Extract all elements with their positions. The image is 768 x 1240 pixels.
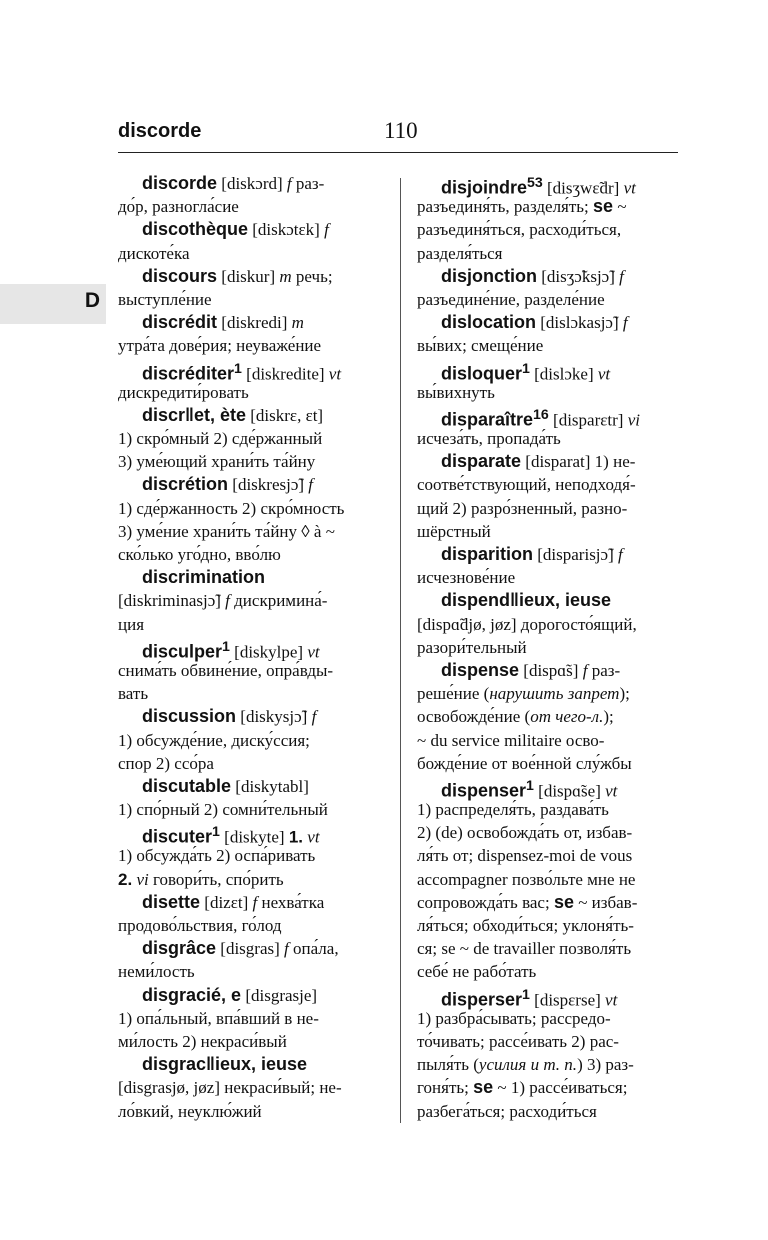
headword: dispenser [441, 780, 527, 801]
grammar-label: от чего-л. [530, 707, 604, 727]
entry-line [417, 1030, 675, 1053]
grammar-label: vt [623, 178, 636, 198]
headword: dispend‖ieux, ieuse [441, 590, 612, 611]
entry-text: спор 2) ссо́ра [118, 753, 214, 773]
entry-line [118, 844, 386, 867]
grammar-label: f [308, 475, 314, 495]
edge-tab-letter: D [84, 289, 100, 312]
entry-line [118, 334, 386, 357]
entry-line-headword [118, 1053, 386, 1076]
grammar-label: m [291, 313, 304, 333]
grammar-label: f [324, 220, 329, 240]
entry-line [417, 1100, 675, 1123]
entry-line [118, 589, 386, 612]
entry-line-headword [417, 172, 675, 198]
grammar-label: f [252, 892, 258, 912]
entry-line [417, 798, 675, 821]
entry-line [118, 613, 386, 636]
entry-line-headword [417, 450, 675, 473]
entry-text: [disgrasjø, jøz] некраси́вый; не- [118, 1078, 342, 1098]
headword: discr‖et, ète [142, 404, 247, 425]
grammar-label: f [286, 174, 292, 193]
entry-text: ля́ться; обходи́ться; уклоня́ть- [417, 916, 634, 935]
entry-line-headword [118, 218, 386, 241]
entry-text: ~ 1) рассе́иваться; [493, 1078, 628, 1098]
grammar-label: vt [307, 827, 320, 847]
entry-text: [diskylpe] [229, 642, 308, 662]
entry-text: [diskriminasjɔ̃] [118, 591, 226, 611]
entry-text: неми́лость [118, 962, 195, 982]
entry-line [417, 520, 675, 543]
headword: disparate [441, 451, 522, 472]
entry-line [118, 242, 386, 265]
entry-line [118, 497, 386, 520]
entry-text: 2) (de) освобожда́ть от, избав- [417, 823, 633, 843]
entry-line [417, 1007, 675, 1030]
entry-text: [disgras] [216, 939, 285, 959]
entry-text: 1) распределя́ть, раздава́ть [417, 800, 609, 820]
entry-line-headword [118, 937, 386, 960]
headword: discothèque [142, 219, 249, 240]
entry-line [118, 520, 386, 543]
left-column [118, 172, 386, 1123]
column-divider [400, 178, 401, 1123]
entry-line [417, 682, 675, 705]
entry-line-headword [417, 404, 675, 430]
entry-line-headword [417, 775, 675, 801]
entry-text: accompagner позво́льте мне не [417, 869, 636, 889]
entry-text: [diskredite] [241, 364, 329, 384]
entry-line [118, 960, 386, 983]
entry-text: исчезнове́ние [417, 568, 516, 588]
entry-text: пыля́ть ( [417, 1055, 479, 1075]
entry-text: ло́вкий, неуклю́жий [118, 1101, 262, 1121]
headword: dispense [441, 659, 520, 680]
entry-text: [diskytabl] [231, 776, 309, 796]
entry-line [118, 729, 386, 752]
entry-line [118, 543, 386, 566]
entry-text: дискредити́ровать [118, 382, 249, 402]
headword: disloquer [441, 363, 523, 384]
entry-text: шёрстный [417, 521, 491, 541]
entry-text: [disʒwɛ̃dr] [542, 178, 624, 198]
entry-text: себе́ не рабо́тать [417, 962, 537, 982]
entry-text: 1) обсужде́ние, диску́ссия; [118, 730, 310, 750]
entry-line [417, 752, 675, 775]
alphabet-edge-tab [0, 284, 106, 324]
headword: disparition [441, 544, 534, 564]
headword: discrédit [142, 312, 218, 333]
headword: disjonction [441, 265, 537, 286]
entry-text: [dispɛrse] [529, 990, 606, 1010]
entry-text: сопровожда́ть вас; [417, 892, 554, 912]
entry-text: то́чивать; рассе́ивать 2) рас- [417, 1031, 619, 1051]
headword: discuter [142, 826, 213, 847]
grammar-label: vt [605, 781, 618, 801]
entry-text: [disparat] 1) не- [521, 452, 636, 472]
entry-line-headword [417, 659, 675, 682]
entry-line [417, 729, 675, 752]
entry-line [118, 798, 386, 821]
entry-text: [diskredi] [217, 313, 292, 333]
headword: discréditer [142, 363, 235, 384]
grammar-label: f [619, 266, 624, 286]
entry-line-headword [118, 473, 386, 496]
entry-text: 1) разбра́сывать; рассредо- [417, 1008, 611, 1028]
headword: disjoindre [441, 177, 528, 198]
entry-line [417, 427, 675, 450]
entry-line [417, 613, 675, 636]
entry-text: дискримина́- [229, 591, 328, 611]
entry-line-headword [118, 404, 386, 427]
entry-text: реше́ние ( [417, 684, 490, 704]
entry-line-headword [417, 984, 675, 1010]
entry-text: разъединя́ть, разделя́ть; [417, 197, 594, 217]
entry-text: [dispɑ̃s] [519, 660, 583, 680]
entry-text: [diskɔrd] [217, 174, 287, 193]
entry-text: [diskyte] [219, 827, 289, 847]
entry-text: ~ избав- [573, 892, 638, 912]
headword: discutable [142, 775, 232, 796]
headword: disette [142, 891, 201, 912]
entry-line-headword [118, 705, 386, 728]
entry-text: [disʒɔ̃ksjɔ̃] [537, 266, 620, 286]
grammar-label: f [311, 707, 317, 727]
grammar-label: f [225, 591, 230, 611]
entry-line [417, 937, 675, 960]
grammar-label: f [618, 545, 623, 564]
entry-line [118, 868, 386, 891]
entry-line-headword [118, 821, 386, 847]
entry-text: разделя́ться [417, 243, 503, 263]
headword: discrétion [142, 474, 229, 495]
entry-line-headword [118, 265, 386, 288]
grammar-label: f [582, 660, 588, 680]
grammar-label: усилия и т. п. [478, 1055, 578, 1075]
entry-text: [diskɔtɛk] [248, 220, 325, 240]
reflexive-marker: se [593, 196, 614, 217]
entry-line [417, 821, 675, 844]
entry-text: гоня́ть; [417, 1078, 474, 1098]
entry-line [417, 473, 675, 496]
grammar-label: нарушить запрет [489, 684, 620, 704]
entry-text: вы́вихнуть [417, 382, 495, 402]
entry-line [417, 891, 675, 914]
entry-text: выступле́ние [118, 289, 212, 309]
headword: disgrac‖ieux, ieuse [142, 1054, 308, 1075]
entry-text: продово́льствия, го́лод [118, 916, 282, 935]
headword: discorde [142, 173, 218, 193]
entry-line-headword [118, 311, 386, 334]
conjugation-superscript: 53 [527, 175, 543, 191]
entry-text: божде́ние от вое́нной слу́жбы [417, 753, 632, 773]
entry-line [118, 1030, 386, 1053]
entry-text: исчеза́ть, пропада́ть [417, 429, 561, 449]
entry-text: [dislɔkasjɔ̃] [536, 313, 623, 333]
entry-line [118, 682, 386, 705]
entry-line [118, 659, 386, 682]
entry-line [417, 195, 675, 218]
entry-text: ля́ть от; dispensez-moi de vous [417, 846, 633, 866]
entry-text: [diskrɛ, ɛt] [246, 405, 324, 425]
entry-text: ско́лько уго́дно, вво́лю [118, 545, 281, 564]
entry-line [417, 497, 675, 520]
entry-line [417, 844, 675, 867]
grammar-label: vt [307, 642, 320, 662]
entry-line-headword [417, 543, 675, 566]
entry-line [417, 705, 675, 728]
headword: dislocation [441, 312, 537, 333]
entry-line [118, 381, 386, 404]
entry-line [118, 1100, 386, 1123]
entry-line [417, 1053, 675, 1076]
entry-line [118, 1076, 386, 1099]
entry-line [417, 242, 675, 265]
entry-line [118, 288, 386, 311]
entry-text: вать [118, 684, 149, 704]
entry-text: ция [118, 614, 145, 634]
entry-text: 1) опа́льный, впа́вший в не- [118, 1008, 319, 1028]
headword: discrimination [142, 567, 266, 588]
entry-text: утра́та дове́рия; неуваже́ние [118, 336, 322, 356]
entry-line-headword [417, 311, 675, 334]
headword: disparaître [441, 409, 534, 430]
entry-line [417, 566, 675, 589]
entry-line [118, 427, 386, 450]
conjugation-superscript: 1 [222, 638, 230, 655]
entry-text: соотве́тствующий, неподходя́- [417, 475, 636, 495]
entry-text: вы́вих; смеще́ние [417, 336, 544, 356]
grammar-label: m [279, 266, 292, 286]
entry-line [417, 914, 675, 937]
sense-number: 2. [118, 869, 133, 889]
headword: disperser [441, 989, 523, 1010]
entry-text: 1) сде́ржанность 2) скро́мность [118, 498, 345, 518]
conjugation-superscript: 1 [526, 777, 534, 794]
entry-line [417, 1076, 675, 1099]
entry-line [118, 1007, 386, 1030]
running-header [118, 118, 678, 153]
entry-text: до́р, разногла́сие [118, 197, 239, 217]
entry-text: ми́лость 2) некраси́вый [118, 1031, 287, 1051]
conjugation-superscript: 16 [533, 406, 549, 423]
entry-line-headword [118, 984, 386, 1007]
grammar-label: vt [605, 990, 618, 1010]
entry-line-headword [118, 358, 386, 384]
grammar-label: vi [627, 410, 640, 430]
entry-line [118, 450, 386, 473]
entry-text: дискоте́ка [118, 243, 190, 263]
entry-line-headword [118, 636, 386, 662]
headword: disgrâce [142, 938, 217, 959]
entry-text: [disgrasje] [241, 985, 318, 1005]
entry-text: [dislɔke] [529, 364, 598, 384]
entry-text: 3) уме́ющий храни́ть та́йну [118, 452, 316, 472]
entry-text: снима́ть обвине́ние, опра́вды- [118, 660, 334, 680]
entry-line [417, 381, 675, 404]
right-column [417, 172, 675, 1123]
entry-line [417, 288, 675, 311]
grammar-label: f [284, 939, 289, 959]
headword: discours [142, 265, 218, 286]
entry-text: [diskresjɔ̃] [228, 475, 309, 495]
entry-text: 1) спо́рный 2) сомни́тельный [118, 800, 328, 820]
grammar-label: vt [328, 364, 342, 384]
entry-text: ); [603, 707, 614, 727]
grammar-label: vi [136, 869, 149, 889]
reflexive-marker: se [553, 891, 574, 912]
sense-number: 1. [288, 827, 304, 847]
entry-text: разбега́ться; расходи́ться [417, 1101, 597, 1121]
entry-line-headword [417, 589, 675, 612]
headword: discussion [142, 706, 237, 727]
entry-text: речь; [291, 266, 333, 286]
headword: disgracié, e [142, 984, 242, 1005]
page-number: 110 [384, 118, 418, 143]
entry-line [118, 752, 386, 775]
conjugation-superscript: 1 [212, 824, 220, 841]
entry-text: нехва́тка [257, 892, 325, 912]
entry-text: раз- [291, 174, 325, 193]
reflexive-marker: se [473, 1077, 494, 1098]
entry-text: [diskysjɔ̃] [236, 707, 312, 727]
entry-text: щий 2) разро́зненный, разно- [417, 498, 628, 518]
entry-line [417, 960, 675, 983]
grammar-label: vt [597, 364, 611, 384]
headword: disculper [142, 641, 223, 662]
entry-text: [disparisjɔ̃] [533, 545, 618, 564]
entry-text: опа́ла, [288, 939, 339, 959]
conjugation-superscript: 1 [522, 986, 530, 1003]
entry-text: ); [619, 684, 630, 704]
entry-text: ся; se ~ de travailler позволя́ть [417, 939, 632, 959]
entry-text: ~ du service militaire осво- [417, 730, 605, 750]
entry-line-headword [118, 566, 386, 589]
entry-text: 1) скро́мный 2) сде́ржанный [118, 429, 323, 449]
entry-text: ~ [613, 197, 627, 217]
entry-line-headword [417, 358, 675, 384]
entry-text: [dizɛt] [200, 892, 253, 912]
entry-text: 1) обсужда́ть 2) оспа́ривать [118, 846, 316, 866]
entry-line-headword [417, 265, 675, 288]
conjugation-superscript: 1 [522, 360, 530, 377]
entry-line [417, 334, 675, 357]
entry-line [118, 195, 386, 218]
entry-text: ) 3) раз- [577, 1055, 634, 1075]
entry-text: [disparɛtr] [548, 410, 628, 430]
entry-text: [diskur] [217, 266, 280, 286]
entry-text: 3) уме́ние храни́ть та́йну ◊ à ~ [118, 521, 335, 541]
guide-word: discorde [118, 120, 202, 142]
entry-line [417, 218, 675, 241]
entry-text: освобожде́ние ( [417, 707, 531, 727]
entry-text: разъедине́ние, разделе́ние [417, 289, 605, 309]
entry-text: раз- [587, 660, 621, 680]
entry-line [118, 914, 386, 937]
entry-line [417, 868, 675, 891]
entry-line-headword [118, 891, 386, 914]
entry-line-headword [118, 172, 386, 195]
entry-text: [dispɑ̃djø, jøz] дорогосто́ящий, [417, 614, 637, 634]
conjugation-superscript: 1 [234, 360, 242, 377]
entry-text: разъединя́ться, расходи́ться, [417, 220, 622, 240]
entry-line-headword [118, 775, 386, 798]
entry-text: разори́тельный [417, 637, 527, 657]
entry-text: [dispɑ̃se] [533, 781, 606, 801]
entry-text: говори́ть, спо́рить [148, 869, 284, 889]
entry-line [417, 636, 675, 659]
grammar-label: f [622, 313, 628, 333]
